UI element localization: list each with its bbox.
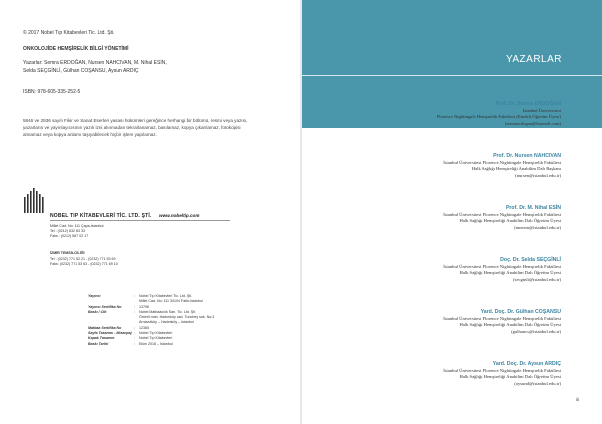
info-colon: : bbox=[134, 336, 135, 341]
left-page bbox=[0, 0, 300, 424]
info-key: Yayıncı bbox=[88, 294, 101, 298]
author-name: Doç. Dr. Selda SEÇGİNLİ bbox=[500, 257, 561, 263]
author-email: (nursen@istanbul.edu.tr) bbox=[515, 172, 561, 178]
info-key: Yayıncı Sertifika No bbox=[88, 304, 122, 309]
author-email: (gulhancs@istanbul.edu.tr) bbox=[511, 328, 561, 334]
author-email: (secginli@istanbul.edu.tr) bbox=[513, 276, 561, 282]
author-entry bbox=[321, 361, 561, 387]
info-key: Kapak Tasarımı bbox=[88, 336, 115, 341]
info-colon: : bbox=[134, 341, 135, 346]
info-key: Baskı Tarihi bbox=[88, 341, 109, 346]
author-entry bbox=[321, 101, 561, 127]
author-affiliation: İstanbul Üniversitesi bbox=[522, 108, 561, 113]
info-value: Ömerli mah. Hadımköy cad. Tuncbey sok. No:3 bbox=[139, 315, 215, 320]
publisher-logo bbox=[23, 187, 45, 215]
author-name: Yard. Doç. Dr. Aysun ARDIÇ bbox=[492, 361, 561, 367]
info-value: 13796 bbox=[139, 304, 149, 309]
legal-line: 5846 ve 2936 sayılı Fikir ve Sanat Eserleri yasası hükümleri gereğince herhangi bir bölümü, resmi veya yazısı, bbox=[23, 118, 248, 123]
info-colon: : bbox=[134, 331, 135, 336]
author-entry bbox=[321, 309, 561, 335]
info-value: Ekim 2016 – İstanbul bbox=[139, 341, 173, 346]
author-name: Prof. Dr. Semra ERDOĞAN bbox=[495, 101, 561, 107]
info-colon: : bbox=[134, 294, 135, 298]
author-affiliation: Halk Sağlığı Hemşireliği Anabilim Dalı Öğretim Üyesi bbox=[459, 322, 561, 328]
info-value: Arnavutköy – Hadımköy – İstanbul bbox=[139, 320, 194, 325]
info-colon: : bbox=[134, 325, 135, 330]
author-affiliation: İstanbul Üniversitesi Florence Nightingale Hemşirelik Fakültesi bbox=[443, 212, 561, 217]
info-value: Nobel Matbaacılık San. Tic. Ltd. Şti. bbox=[139, 309, 196, 314]
branch-phone-line: Tel : (0232) 771 52 21 - (0232) 771 53 69 bbox=[50, 257, 116, 261]
author-name: Yard. Doç. Dr. Gülhan COŞANSU bbox=[480, 309, 561, 315]
isbn-line: ISBN: 978-605-335-252-5 bbox=[23, 89, 81, 95]
author-email: (semraerdogan@hotmail.com) bbox=[504, 120, 561, 126]
publisher-name: NOBEL TIP KİTABEVLERİ TİC. LTD. ŞTİ. bbox=[50, 213, 152, 219]
info-value: Nobel Tıp Kitabevleri bbox=[139, 331, 173, 336]
info-key: Sayfa Tasarımı - Mizanpaj bbox=[88, 331, 132, 336]
right-page bbox=[302, 0, 602, 424]
author-email: (aysund@istanbul.edu.tr) bbox=[514, 380, 561, 386]
info-value: Nobel Tıp Kitabevleri bbox=[139, 336, 173, 341]
branch-label: İZMİR TEMSİLCİLİĞİ bbox=[50, 251, 85, 255]
info-value: Millet Cad. No: 111 34104 Fatih-İstanbul bbox=[139, 299, 203, 304]
book-title-line: ONKOLOJİDE HEMŞİRELİK BİLGİ YÖNETİMİ bbox=[23, 46, 129, 52]
author-name: Prof. Dr. Nursen NAHCIVAN bbox=[493, 153, 561, 159]
author-email: (mnesin@istanbul.edu.tr) bbox=[514, 224, 561, 230]
publisher-address-line: Millet Cad. No: 111 Çapa-İstanbul bbox=[50, 224, 104, 228]
info-value: Nobel Tıp Kitabevleri Tic. Ltd. Şti. bbox=[139, 294, 193, 298]
author-affiliation: Halk Sağlığı Hemşireliği Anabilim Dalı Başkanı bbox=[471, 166, 561, 172]
branch-fax-line: Faks: (0232) 771 53 63 - (0232) 771 69 10 bbox=[50, 262, 118, 266]
divider bbox=[50, 220, 230, 221]
publication-info-table bbox=[88, 294, 214, 347]
authors-line-2: Selda SEÇGİNLİ, Gülhan COŞANSU, Aysun ARDIÇ bbox=[23, 68, 139, 74]
author-affiliation: Halk Sağlığı Hemşireliği Anabilim Dalı Öğretim Üyesi bbox=[459, 270, 561, 276]
author-affiliation: İstanbul Üniversitesi Florence Nightingale Hemşirelik Fakültesi bbox=[443, 160, 561, 165]
info-value: 12365 bbox=[139, 325, 149, 330]
authors-line-1: Yazarlar: Semra ERDOĞAN, Nursen NAHCIVAN, M. Nihal ESİN, bbox=[23, 60, 167, 66]
author-affiliation: İstanbul Üniversitesi Florence Nightingale Hemşirelik Fakültesi bbox=[443, 316, 561, 321]
info-key: Baskı / Cilt bbox=[88, 309, 107, 314]
section-title: YAZARLAR bbox=[505, 54, 562, 65]
copyright-line: © 2017 Nobel Tıp Kitabevleri Tic. Ltd. Şti. bbox=[23, 30, 115, 36]
info-key: Matbaa Sertifika No bbox=[88, 325, 122, 330]
author-name: Prof. Dr. M. Nihal ESİN bbox=[505, 205, 561, 211]
legal-line: yazarların ve yayınlayıcısının yazılı izni alınmadan tekrarlanamaz, basılamaz, kopya çıkarılamaz, fotokopisi bbox=[23, 124, 241, 130]
info-colon: : bbox=[134, 309, 135, 314]
author-affiliation: Halk Sağlığı Hemşireliği Anabilim Dalı Öğretim Üyesi bbox=[459, 218, 561, 224]
publisher-phone-line: Tel : (0212) 632 83 33 bbox=[50, 229, 85, 233]
legal-line: alınamaz veya kopya anlamı taşıyabilecek hiçbir işlem yapılamaz. bbox=[23, 131, 157, 137]
author-affiliation: İstanbul Üniversitesi Florence Nightingale Hemşirelik Fakültesi bbox=[443, 368, 561, 373]
author-entry bbox=[321, 257, 561, 283]
legal-notice bbox=[23, 118, 278, 138]
info-row bbox=[88, 342, 214, 347]
author-affiliation: Florence Nightingale Hemşirelik Fakültesi (Emekli Öğretim Üyesi) bbox=[436, 114, 561, 120]
info-colon: : bbox=[134, 304, 135, 309]
author-affiliation: Halk Sağlığı Hemşireliği Anabilim Dalı Öğretim Üyesi bbox=[459, 374, 561, 380]
publisher-fax-line: Faks : (0212) 587 02 17 bbox=[50, 234, 89, 238]
author-entry bbox=[321, 153, 561, 179]
header-divider bbox=[302, 75, 602, 76]
page-number: iii bbox=[576, 397, 579, 402]
author-entry bbox=[321, 205, 561, 231]
author-affiliation: İstanbul Üniversitesi Florence Nightingale Hemşirelik Fakültesi bbox=[443, 264, 561, 269]
publisher-website[interactable]: www.nobeltip.com bbox=[159, 213, 200, 218]
